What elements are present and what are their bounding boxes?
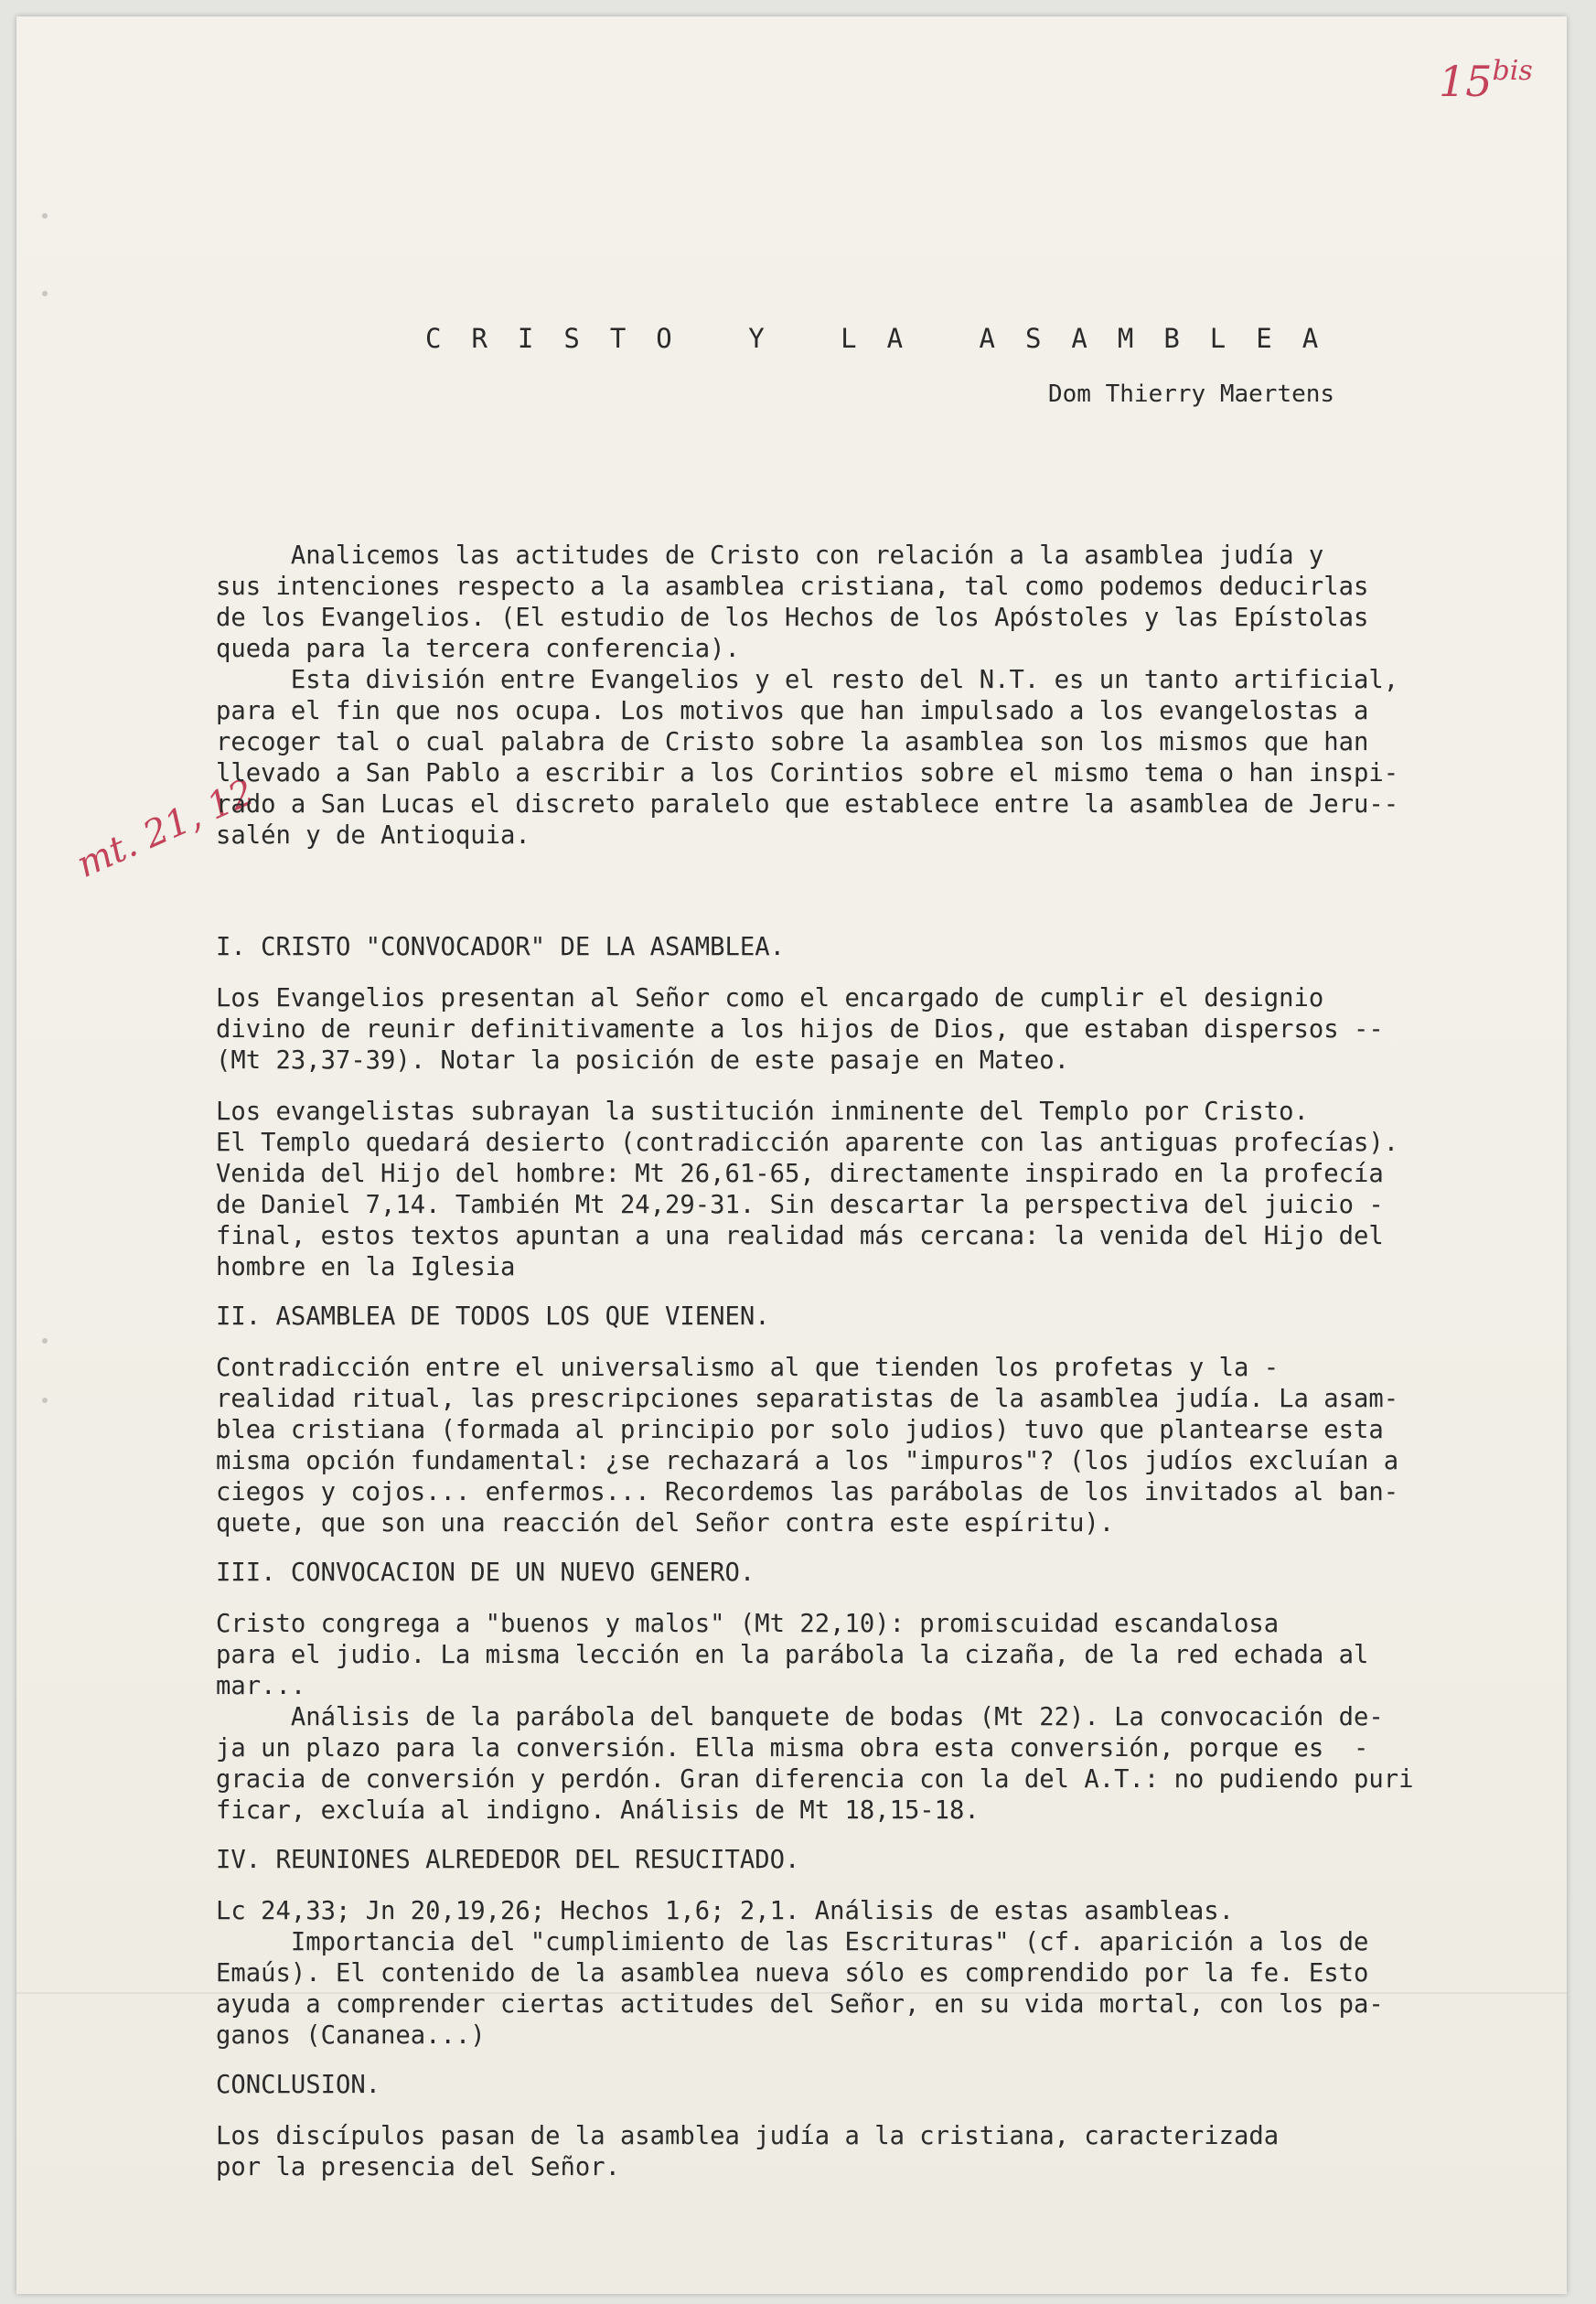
text-line: ciegos y cojos... enfermos... Recordemos las parábolas de los invitados al ban- xyxy=(216,1478,1399,1506)
handwritten-folio-number xyxy=(1439,55,1533,106)
folio-suffix: bis xyxy=(1492,55,1533,87)
section-heading: I. CRISTO "CONVOCADOR" DE LA ASAMBLEA. xyxy=(216,933,785,961)
intro-paragraph xyxy=(216,541,1524,852)
text-line: ganos (Cananea...) xyxy=(216,2021,486,2050)
punch-hole-mark xyxy=(42,291,48,296)
section-paragraph xyxy=(216,2121,1524,2183)
text-line: final, estos textos apuntan a una realidad más cercana: la venida del Hijo del xyxy=(216,1222,1384,1250)
text-line: Emaús). El contenido de la asamblea nueva sólo es comprendido por la fe. Esto xyxy=(216,1959,1369,1988)
text-line: de Daniel 7,14. También Mt 24,29-31. Sin descartar la perspectiva del juicio - xyxy=(216,1191,1384,1219)
text-line: de los Evangelios. (El estudio de los Hechos de los Apóstoles y las Epístolas xyxy=(216,604,1369,632)
text-line: Contradicción entre el universalismo al que tienden los profetas y la - xyxy=(216,1354,1280,1382)
text-line: Análisis de la parábola del banquete de bodas (Mt 22). La convocación de- xyxy=(216,1703,1384,1731)
text-line: Los Evangelios presentan al Señor como el encargado de cumplir el designio xyxy=(216,984,1324,1013)
text-line: realidad ritual, las prescripciones separatistas de la asamblea judía. La asam- xyxy=(216,1385,1399,1413)
text-line: ayuda a comprender ciertas actitudes del Señor, en su vida mortal, con los pa- xyxy=(216,1990,1384,2019)
text-line: salén y de Antioquia. xyxy=(216,821,530,850)
section xyxy=(216,932,1524,1283)
section-heading: CONCLUSION. xyxy=(216,2071,381,2099)
text-line: recoger tal o cual palabra de Cristo sobre la asamblea son los mismos que han xyxy=(216,728,1369,756)
section xyxy=(216,1845,1524,2052)
text-line: hombre en la Iglesia xyxy=(216,1253,516,1281)
document-title: CRISTO Y LA ASAMBLEA xyxy=(425,323,1349,354)
text-line: mar... xyxy=(216,1672,306,1700)
text-line: para el judio. La misma lección en la parábola la cizaña, de la red echada al xyxy=(216,1641,1369,1669)
sections xyxy=(216,932,1524,2183)
section-paragraph xyxy=(216,1609,1524,1827)
text-line: ja un plazo para la conversión. Ella misma obra esta conversión, porque es - xyxy=(216,1734,1369,1763)
section-heading: III. CONVOCACION DE UN NUEVO GENERO. xyxy=(216,1559,755,1587)
punch-hole-mark xyxy=(42,1338,48,1344)
punch-hole-mark xyxy=(42,213,48,219)
section xyxy=(216,2070,1524,2183)
section-paragraph xyxy=(216,1896,1524,2052)
text-line: queda para la tercera conferencia). xyxy=(216,635,740,663)
text-line: Los evangelistas subrayan la sustitución inminente del Templo por Cristo. xyxy=(216,1098,1309,1126)
text-line: llevado a San Pablo a escribir a los Corintios sobre el mismo tema o han inspi- xyxy=(216,759,1399,788)
text-line: El Templo quedará desierto (contradicción aparente con las antiguas profecías). xyxy=(216,1129,1399,1157)
text-line: rado a San Lucas el discreto paralelo que establece entre la asamblea de Jeru-- xyxy=(216,790,1399,819)
text-line: Cristo congrega a "buenos y malos" (Mt 22,10): promiscuidad escandalosa xyxy=(216,1610,1280,1638)
document-author: Dom Thierry Maertens xyxy=(1048,380,1335,408)
document-body xyxy=(216,478,1524,2245)
section-heading: IV. REUNIONES ALREDEDOR DEL RESUCITADO. xyxy=(216,1846,800,1874)
text-line: ficar, excluía al indigno. Análisis de Mt 18,15-18. xyxy=(216,1796,980,1825)
text-line: quete, que son una reacción del Señor contra este espíritu). xyxy=(216,1509,1115,1538)
section xyxy=(216,1558,1524,1827)
folio-number: 15 xyxy=(1439,57,1493,106)
text-line: Esta división entre Evangelios y el resto del N.T. es un tanto artificial, xyxy=(216,666,1399,694)
text-line: para el fin que nos ocupa. Los motivos que han impulsado a los evangelostas a xyxy=(216,697,1369,725)
section-paragraph xyxy=(216,983,1524,1077)
text-line: por la presencia del Señor. xyxy=(216,2153,620,2181)
text-line: Importancia del "cumplimiento de las Escrituras" (cf. aparición a los de xyxy=(216,1928,1369,1956)
document-page xyxy=(16,16,1567,2294)
text-line: Venida del Hijo del hombre: Mt 26,61-65, directamente inspirado en la profecía xyxy=(216,1160,1384,1188)
section-paragraph xyxy=(216,1353,1524,1539)
section xyxy=(216,1302,1524,1539)
text-line: sus intenciones respecto a la asamblea cristiana, tal como podemos deducirlas xyxy=(216,573,1369,601)
text-line: gracia de conversión y perdón. Gran diferencia con la del A.T.: no pudiendo puri xyxy=(216,1765,1414,1794)
punch-hole-mark xyxy=(42,1398,48,1403)
handwritten-margin-note: mt. 21, 12 xyxy=(70,770,261,886)
section-heading: II. ASAMBLEA DE TODOS LOS QUE VIENEN. xyxy=(216,1302,770,1331)
text-line: Los discípulos pasan de la asamblea judía a la cristiana, caracterizada xyxy=(216,2122,1280,2150)
text-line: divino de reunir definitivamente a los hijos de Dios, que estaban dispersos -- xyxy=(216,1015,1384,1044)
section-paragraph xyxy=(216,1097,1524,1283)
text-line: (Mt 23,37-39). Notar la posición de este pasaje en Mateo. xyxy=(216,1046,1069,1075)
text-line: blea cristiana (formada al principio por solo judios) tuvo que plantearse esta xyxy=(216,1416,1384,1444)
text-line: misma opción fundamental: ¿se rechazará a los "impuros"? (los judíos excluían a xyxy=(216,1447,1399,1475)
text-line: Analicemos las actitudes de Cristo con relación a la asamblea judía y xyxy=(216,541,1324,570)
text-line: Lc 24,33; Jn 20,19,26; Hechos 1,6; 2,1. Análisis de estas asambleas. xyxy=(216,1897,1235,1925)
